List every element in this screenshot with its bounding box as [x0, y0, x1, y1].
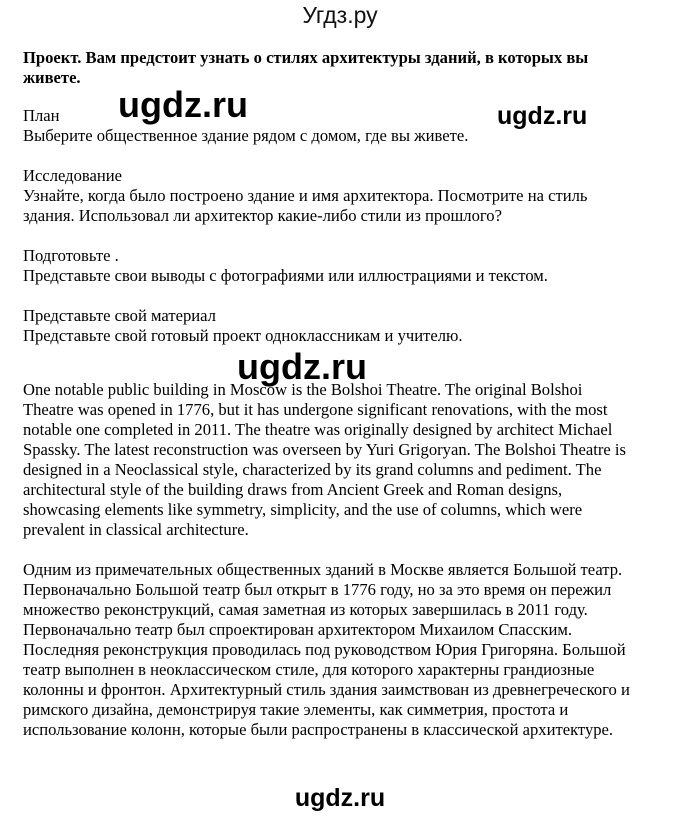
section-present — [23, 306, 633, 346]
answer-english: One notable public building in Moscow is the Bolshoi Theatre. The original Bolshoi Theatre was opened in 1776, but it has undergone significant renovations, with the most notable one completed in 2011. The theatre was originally designed by architect Michael Spassky. The latest reconstruction was overseen by Yuri Grigoryan. The Bolshoi Theatre is designed in a Neoclassical style, characterized by its grand columns and pediment. The architectural style of the building draws from Ancient Greek and Roman designs, showcasing elements like symmetry, simplicity, and the use of columns, which were prevalent in classical architecture. — [23, 380, 626, 539]
section-text: Узнайте, когда было построено здание и имя архитектора. Посмотрите на стиль здания. Использовал ли архитектор какие-либо стили из прошлого? — [23, 186, 588, 225]
watermark: ugdz.ru — [497, 102, 588, 130]
document-body — [23, 48, 633, 740]
section-text: Выберите общественное здание рядом с домом, где вы живете. — [23, 126, 469, 145]
answer-russian: Одним из примечательных общественных зданий в Москве является Большой театр. Первоначально Большой театр был открыт в 1776 году, но за это время он пережил множество реконструкций, самая заметная из которых завершилась в 2011 году. Первоначально театр был спроектирован архитектором Михаилом Спасским. Последняя реконструкция проводилась под руководством Юрия Григоряна. Большой театр выполнен в неоклассическом стиле, для которого характерны грандиозные колонны и фронтон. Архитектурный стиль здания заимствован из древнегреческого и римского дизайна, демонстрируя такие элементы, как симметрия, простота и использование колонн, которые были распространены в классической архитектуре. — [23, 560, 630, 739]
watermark: ugdz.ru — [294, 784, 386, 812]
section-research — [23, 166, 633, 226]
section-label: План — [23, 106, 60, 125]
watermark: ugdz.ru — [237, 346, 367, 387]
section-label: Исследование — [23, 166, 122, 185]
section-prepare — [23, 246, 633, 286]
site-title: Угдз.ру — [302, 2, 378, 28]
section-text: Представьте свои выводы с фотографиями или иллюстрациями и текстом. — [23, 266, 548, 285]
task-heading: Проект. Вам предстоит узнать о стилях архитектуры зданий, в которых вы живете. — [23, 48, 589, 87]
section-text: Представьте свой готовый проект одноклассникам и учителю. — [23, 326, 463, 345]
watermark: ugdz.ru — [118, 84, 248, 125]
section-label: Подготовьте . — [23, 246, 119, 265]
section-label: Представьте свой материал — [23, 306, 216, 325]
